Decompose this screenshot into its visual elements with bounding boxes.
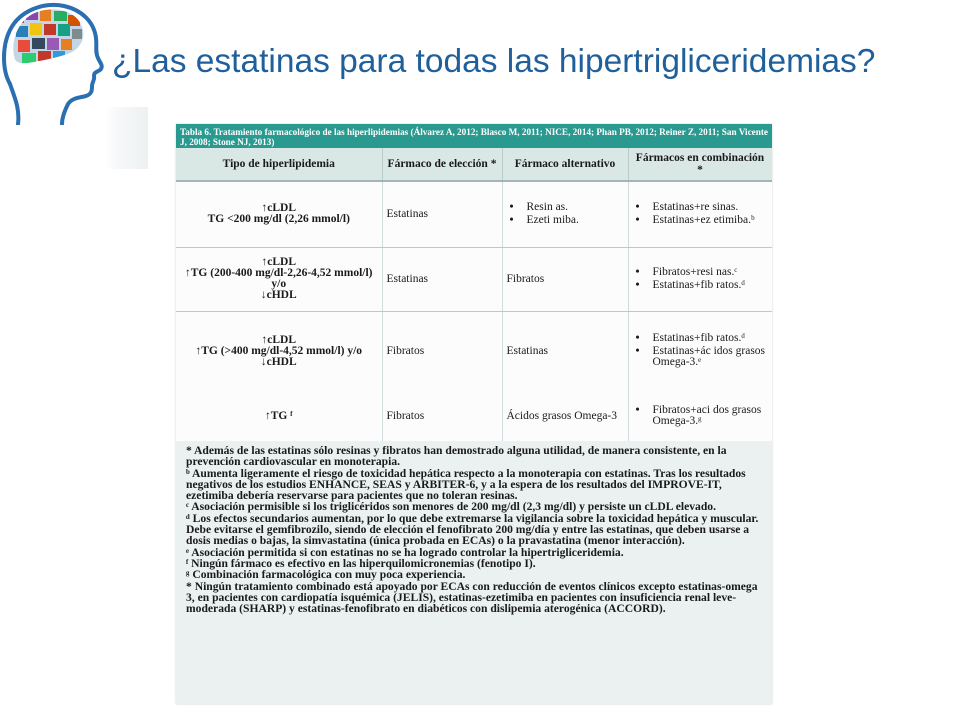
footnote: ᵇ Aumenta ligeramente el riesgo de toxicidad hepática respecto a la monoterapia con estatinas. Tras los resultados negativos de los estudios ENHANCE, SEAS y ARBITER-6, y a la espera de los resultados del IMPROVE-IT, ezetimiba debería reservarse para pacientes que no toleran resinas. bbox=[186, 466, 746, 503]
head-profile-logo-icon bbox=[0, 0, 112, 125]
list-item: • Ezeti miba. bbox=[527, 215, 624, 226]
list-item: • Estatinas+fib ratos.ᵈ bbox=[653, 280, 768, 291]
list-item: • Estatinas+ez etimiba.ᵇ bbox=[653, 215, 768, 226]
cell-alternativo: Estatinas bbox=[502, 311, 628, 391]
footnote: ᶠ Ningún fármaco es efectivo en las hiperquilomicronemias (fenotipo I). bbox=[186, 556, 536, 570]
cell-combinacion bbox=[628, 247, 772, 311]
table-caption: Tabla 6. Tratamiento farmacológico de las hiperlipidemias (Álvarez A, 2012; Blasco M, 2011; NICE, 2014; Phan PB, 2012; Reiner Z, 2011; San Vicente J, 2008; Stone NJ, 2013) bbox=[176, 124, 772, 148]
header-eleccion: Fármaco de elección * bbox=[382, 148, 502, 181]
cell-eleccion: Fibratos bbox=[382, 311, 502, 391]
footnote: ᵉ Asociación permitida si con estatinas no se ha logrado controlar la hipertrigliceridemia. bbox=[186, 545, 624, 559]
table-header-row bbox=[176, 148, 772, 181]
table-row bbox=[176, 391, 772, 441]
list-item: • Estatinas+re sinas. bbox=[653, 202, 768, 213]
list-item: • Estatinas+ác idos grasos Omega-3.ᵉ bbox=[653, 346, 768, 368]
footnote: * Además de las estatinas sólo resinas y fibratos han demostrado alguna utilidad, de manera consistente, en la prevención cardiovascular en monoterapia. bbox=[186, 444, 727, 469]
cell-alternativo: Ácidos grasos Omega-3 bbox=[502, 391, 628, 441]
cell-text: ↑cLDL TG <200 mg/dl (2,26 mmol/l) bbox=[207, 202, 350, 226]
cell-tipo bbox=[176, 247, 382, 311]
table-footnotes bbox=[176, 441, 772, 704]
cell-text: ↑cLDL ↑TG (200-400 mg/dl-2,26-4,52 mmol/l) y/o ↓cHDL bbox=[185, 256, 373, 301]
table-row bbox=[176, 181, 772, 247]
cell-alternativo bbox=[502, 181, 628, 247]
list-item: • Resin as. bbox=[527, 202, 624, 213]
list-item: • Estatinas+fib ratos.ᵈ bbox=[653, 333, 768, 344]
cell-combinacion bbox=[628, 181, 772, 247]
table-image bbox=[176, 124, 772, 704]
cell-eleccion: Estatinas bbox=[382, 181, 502, 247]
header-combinacion: Fármacos en combinación * bbox=[628, 148, 772, 181]
footnote: ᵍ Combinación farmacológica con muy poca experiencia. bbox=[186, 568, 466, 582]
table-row bbox=[176, 311, 772, 391]
slide-title: ¿Las estatinas para todas las hipertrigliceridemias? bbox=[112, 43, 876, 80]
header-alternativo: Fármaco alternativo bbox=[502, 148, 628, 181]
list-item: • Fibratos+aci dos grasos Omega-3.ᵍ bbox=[653, 405, 768, 427]
cell-combinacion bbox=[628, 311, 772, 391]
footnote: ᶜ Asociación permisible si los triglicéridos son menores de 200 mg/dl (2,3 mg/dl) y persiste un cLDL elevado. bbox=[186, 500, 716, 514]
table-row bbox=[176, 247, 772, 311]
cell-text: ↑cLDL ↑TG (>400 mg/dl-4,52 mmol/l) y/o ↓cHDL bbox=[195, 333, 363, 368]
cell-tipo bbox=[176, 181, 382, 247]
decorative-fade bbox=[104, 107, 148, 169]
footnote: * Ningún tratamiento combinado está apoyado por ECAs con reducción de eventos clínicos excepto estatinas-omega 3, en pacientes con cardiopatía isquémica (JELIS), estatinas-ezetimiba en pacientes con insuficiencia renal leve-moderada (SHARP) y estatinas-fenofibrato en diabéticos con dislipemia aterogénica (ACCORD). bbox=[186, 579, 758, 616]
header-tipo: Tipo de hiperlipidemia bbox=[176, 148, 382, 181]
footnote: ᵈ Los efectos secundarios aumentan, por lo que debe extremarse la vigilancia sobre la toxicidad hepática y muscular. Debe evitarse el gemfibrozilo, siendo de elección el fenofibrato 200 mg/día y entre las estatinas, que deben usarse a dosis medias o bajas, la simvastatina (única probada en ECAs) o la pravastatina (menor interacción). bbox=[186, 511, 759, 548]
cell-tipo: ↑TG ᶠ bbox=[176, 391, 382, 441]
cell-eleccion: Fibratos bbox=[382, 391, 502, 441]
cell-alternativo: Fibratos bbox=[502, 247, 628, 311]
cell-eleccion: Estatinas bbox=[382, 247, 502, 311]
cell-tipo bbox=[176, 311, 382, 391]
cell-combinacion bbox=[628, 391, 772, 441]
treatment-table bbox=[176, 148, 772, 441]
list-item: • Fibratos+resi nas.ᶜ bbox=[653, 267, 768, 278]
